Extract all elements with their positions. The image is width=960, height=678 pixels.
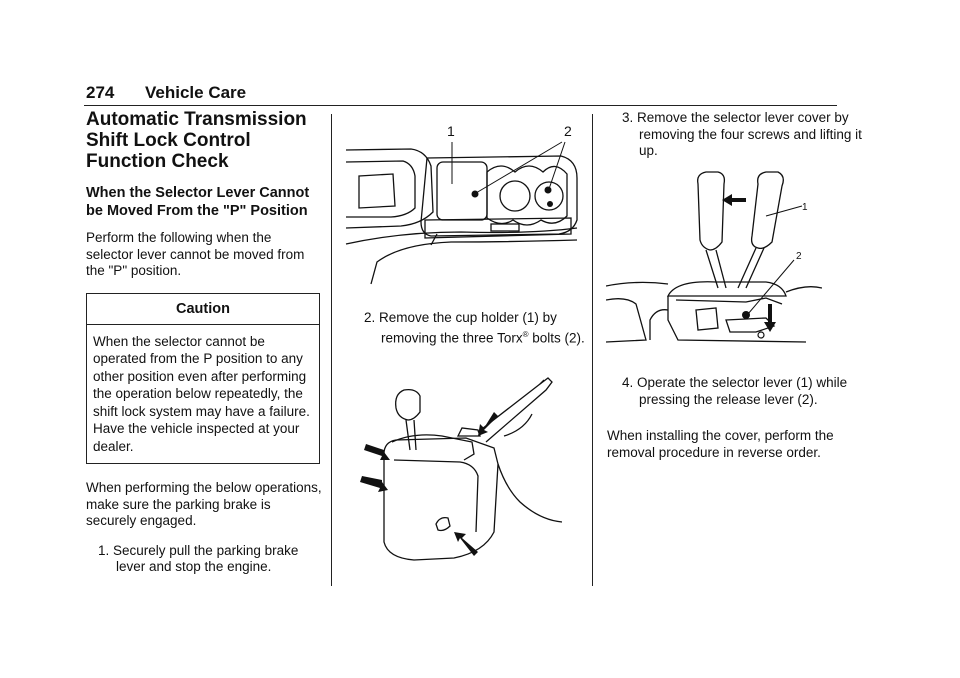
step-2-text-end: bolts (2).: [532, 330, 585, 345]
page-number: 274: [86, 83, 115, 102]
step-1: 1. Securely pull the parking brake lever and stop the engine.: [98, 542, 299, 574]
fig3-callout-2: 2: [796, 251, 802, 262]
step-2: [349, 310, 611, 347]
intro-paragraph: Perform the following when the selector lever cannot be moved from the "P" position.: [86, 230, 305, 278]
step-4: 4. Operate the selector lever (1) while pressing the release lever (2).: [622, 375, 848, 407]
caution-body: When the selector cannot be operated from the P position to any other position even after performing the operation below repeatedly, the shift lock system may have a failure. Have the vehicle inspected at your dealer.: [93, 333, 310, 454]
column-divider-right: [592, 114, 593, 586]
page-heading: Automatic Transmission Shift Lock Control Function Check: [86, 109, 307, 172]
section-title: Vehicle Care: [145, 83, 247, 102]
parking-brake-paragraph: When performing the below operations, make sure the parking brake is securely engaged.: [86, 480, 322, 528]
left-column: [86, 109, 322, 584]
cup-holder-illustration: [341, 116, 581, 290]
registered-mark: ®: [522, 329, 529, 339]
fig3-callout-1: 1: [802, 202, 808, 213]
shifter-bolts-illustration: [354, 372, 564, 568]
step-2-text: 2. Remove the cup holder (1) by removing the three Torx: [364, 310, 557, 345]
closing-paragraph: When installing the cover, perform the removal procedure in reverse order.: [607, 428, 834, 460]
fig1-callout-2: 2: [564, 123, 572, 139]
subheading: When the Selector Lever Cannot be Moved From the "P" Position: [86, 185, 310, 219]
step-3: 3. Remove the selector lever cover by removing the four screws and lifting it up.: [622, 110, 862, 158]
fig1-callout-1: 1: [447, 123, 455, 139]
selector-lever-illustration: [606, 170, 822, 356]
caution-box: [86, 293, 320, 465]
column-divider-left: [331, 114, 332, 586]
header-rule: [84, 105, 837, 106]
caution-heading: Caution: [87, 294, 319, 325]
